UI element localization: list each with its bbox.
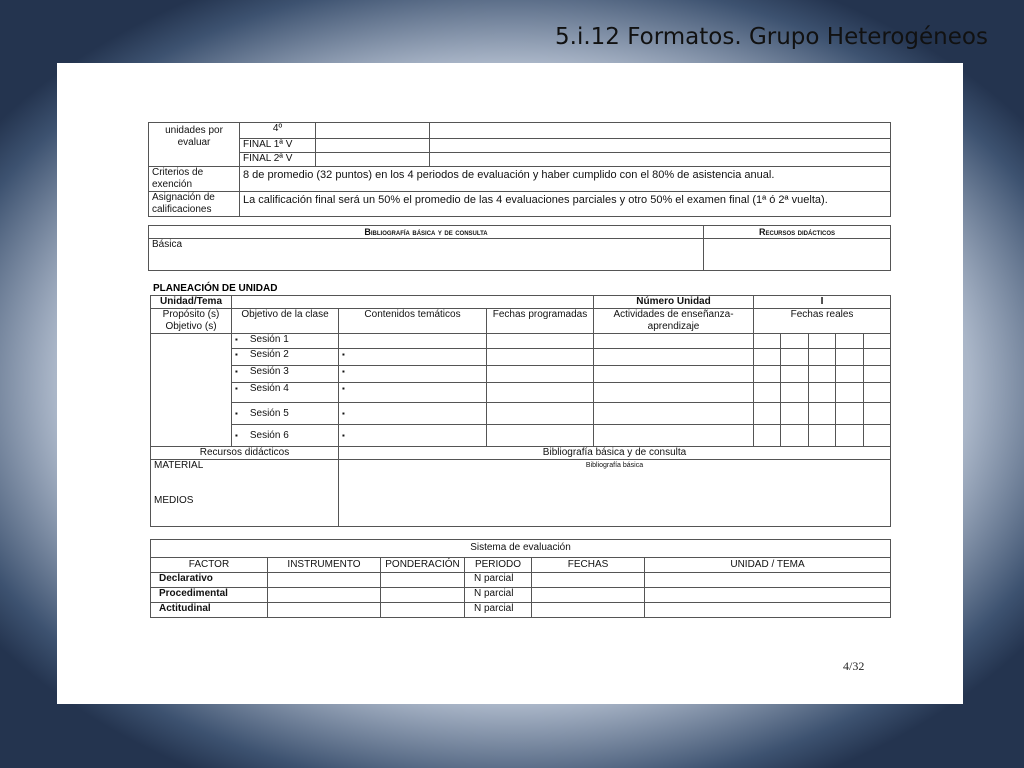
- page-number: 4/32: [843, 659, 865, 673]
- biblio-basica-cell: Bibliografía básica: [339, 460, 891, 527]
- proposito-header: Propósito (s) Objetivo (s): [151, 309, 232, 334]
- actividades-header: Actividades de enseñanza-aprendizaje: [594, 309, 754, 334]
- numero-unidad-label: Número Unidad: [594, 296, 754, 309]
- unit-row-label: FINAL 2ª V: [240, 153, 316, 167]
- slide-title: 5.i.12 Formatos. Grupo Heterogéneos: [555, 24, 988, 50]
- periodo-cell: N parcial: [465, 588, 532, 603]
- session-label: Sesión 6: [249, 429, 289, 441]
- medios-label: MEDIOS: [154, 495, 194, 506]
- bullet-icon: ▪: [235, 430, 238, 440]
- bullet-icon: ▪: [235, 335, 238, 344]
- unidades-label: unidades por evaluar: [149, 123, 240, 167]
- contenidos-header: Contenidos temáticos: [339, 309, 487, 334]
- numero-unidad-value: I: [754, 296, 891, 309]
- bullet-icon: ▪: [342, 430, 345, 440]
- document-page: [57, 63, 963, 704]
- bibliography-header: Bibliografía básica y de consulta: [149, 226, 704, 239]
- periodo-header: PERIODO: [465, 558, 532, 573]
- session-cell: [232, 425, 339, 447]
- periodo-cell: N parcial: [465, 603, 532, 618]
- session-label: Sesión 1: [249, 334, 289, 345]
- bullet-icon: ▪: [235, 350, 238, 359]
- unit-row-label: 4º: [240, 123, 316, 139]
- session-cell: [232, 403, 339, 425]
- planeacion-title: PLANEACIÓN DE UNIDAD: [153, 283, 278, 294]
- session-cell: [232, 334, 339, 349]
- factor-header: FACTOR: [151, 558, 268, 573]
- factor-cell: Declarativo: [151, 573, 268, 588]
- fechas-reales-header: Fechas reales: [754, 309, 891, 334]
- unit-row-label: FINAL 1ª V: [240, 139, 316, 153]
- fechas-header: FECHAS: [532, 558, 645, 573]
- criterios-label: Criterios de exención: [149, 167, 240, 192]
- session-label: Sesión 3: [249, 366, 289, 377]
- ponderacion-header: PONDERACIÓN: [381, 558, 465, 573]
- evaluation-system-table: [150, 539, 891, 618]
- biblio-header: Bibliografía básica y de consulta: [339, 447, 891, 460]
- periodo-cell: N parcial: [465, 573, 532, 588]
- session-label: Sesión 5: [249, 407, 289, 419]
- unidad-tema-header: UNIDAD / TEMA: [645, 558, 891, 573]
- session-cell: [232, 366, 339, 383]
- bullet-icon: ▪: [342, 367, 345, 376]
- objetivo-header: Objetivo de la clase: [232, 309, 339, 334]
- bullet-icon: ▪: [235, 408, 238, 418]
- criterios-text: 8 de promedio (32 puntos) en los 4 periodos de evaluación y haber cumplido con el 80% de asistencia anual.: [240, 167, 891, 192]
- evaluation-title: Sistema de evaluación: [151, 540, 891, 558]
- asignacion-label: Asignación de calificaciones: [149, 192, 240, 217]
- unidad-tema-label: Unidad/Tema: [151, 296, 232, 309]
- factor-cell: Procedimental: [151, 588, 268, 603]
- session-cell: [232, 383, 339, 403]
- bullet-icon: ▪: [235, 384, 238, 393]
- bullet-icon: ▪: [235, 367, 238, 376]
- material-medios-cell: [151, 460, 339, 527]
- bullet-icon: ▪: [342, 350, 345, 359]
- fechas-programadas-header: Fechas programadas: [487, 309, 594, 334]
- session-label: Sesión 4: [249, 383, 289, 394]
- recursos-header: Recursos didácticos: [151, 447, 339, 460]
- resources-header: Recursos didácticos: [704, 226, 891, 239]
- material-label: MATERIAL: [154, 460, 204, 471]
- asignacion-text: La calificación final será un 50% el promedio de las 4 evaluaciones parciales y otro 50% el examen final (1ª ó 2ª vuelta).: [240, 192, 891, 217]
- basica-cell: Básica: [149, 239, 704, 271]
- planeacion-table: [150, 295, 891, 527]
- session-cell: [232, 349, 339, 366]
- evaluation-units-table: [148, 122, 891, 217]
- bullet-icon: ▪: [342, 408, 345, 418]
- factor-cell: Actitudinal: [151, 603, 268, 618]
- bullet-icon: ▪: [342, 384, 345, 393]
- session-label: Sesión 2: [249, 349, 289, 360]
- bibliography-table: [148, 225, 891, 271]
- instrumento-header: INSTRUMENTO: [268, 558, 381, 573]
